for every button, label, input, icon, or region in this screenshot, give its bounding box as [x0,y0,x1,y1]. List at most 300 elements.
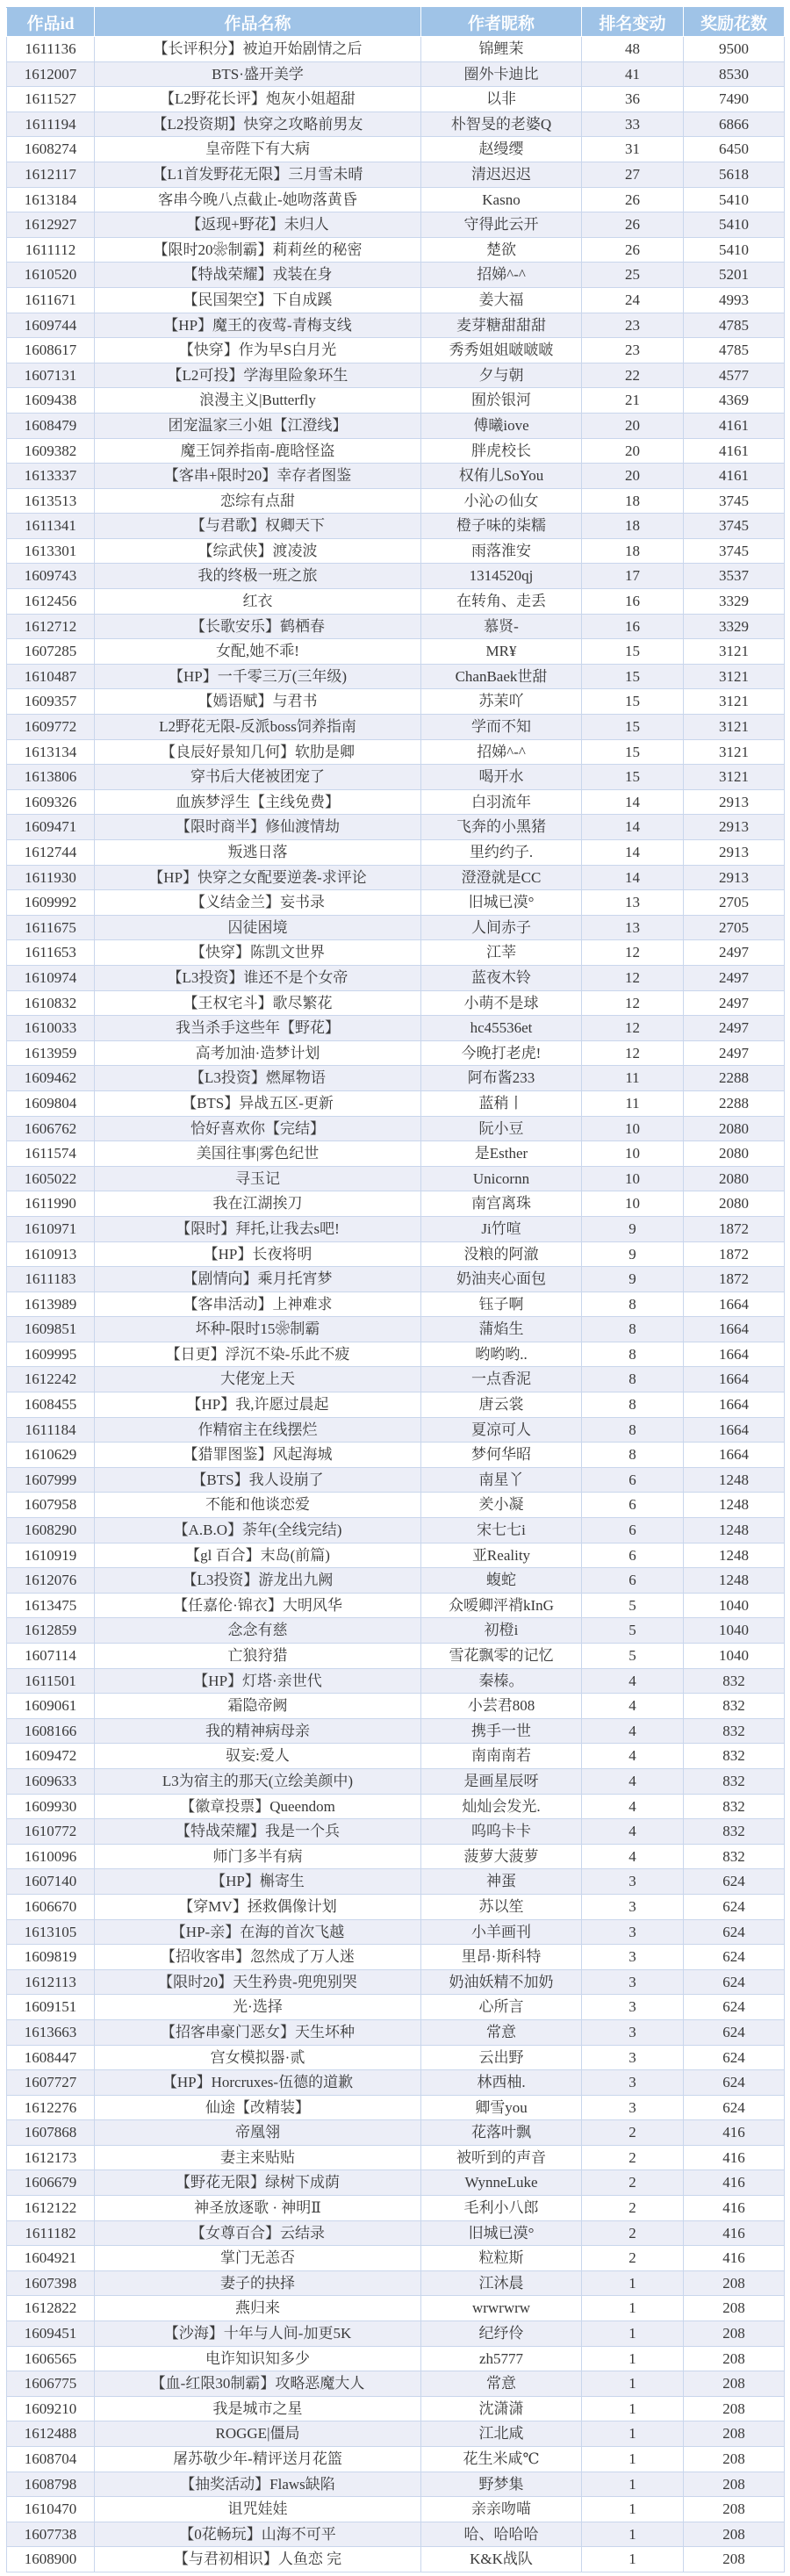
cell-rank-change: 2 [582,2246,684,2271]
cell-work-name: 【血-红限30制霸】攻略恶魔大人 [95,2371,421,2397]
cell-reward-flowers: 3745 [684,488,785,514]
cell-rank-change: 1 [582,2497,684,2522]
cell-reward-flowers: 2080 [684,1191,785,1217]
cell-author-nickname: 云出野 [421,2045,582,2070]
table-row [7,1568,785,1594]
cell-author-nickname: 一点香泥 [421,1367,582,1392]
cell-rank-change: 26 [582,237,684,263]
cell-work-name: 【与君初相识】人鱼恋 完 [95,2547,421,2572]
table-row [7,363,785,388]
cell-work-name: 【HP】Horcruxes-伍德的道歉 [95,2070,421,2096]
cell-rank-change: 15 [582,715,684,740]
cell-author-nickname: MR¥ [421,639,582,665]
cell-reward-flowers: 3329 [684,589,785,615]
table-row [7,438,785,464]
cell-work-name: ROGGE|僵局 [95,2421,421,2447]
cell-work-name: 寻玉记 [95,1166,421,1191]
cell-rank-change: 1 [582,2396,684,2421]
cell-reward-flowers: 624 [684,1869,785,1895]
cell-work-name: 【限时20】天生矜贵-兜兜别哭 [95,1969,421,1995]
table-row [7,1618,785,1644]
table-row [7,87,785,112]
cell-rank-change: 20 [582,413,684,438]
cell-work-name: 浪漫主义|Butterfly [95,388,421,414]
cell-author-nickname: 蝮蛇 [421,1568,582,1594]
cell-work-id: 1611671 [7,287,95,313]
table-row [7,112,785,137]
cell-reward-flowers: 208 [684,2497,785,2522]
cell-work-id: 1610520 [7,263,95,288]
cell-work-id: 1613663 [7,2019,95,2045]
cell-rank-change: 23 [582,338,684,363]
table-row [7,2120,785,2146]
cell-author-nickname: 是画星辰呀 [421,1768,582,1794]
cell-rank-change: 1 [582,2522,684,2547]
cell-author-nickname: 毛利小八郎 [421,2196,582,2221]
cell-author-nickname: 哟哟哟.. [421,1342,582,1367]
cell-rank-change: 3 [582,2045,684,2070]
cell-reward-flowers: 2080 [684,1116,785,1141]
cell-rank-change: 15 [582,664,684,689]
cell-work-name: 【野花无限】绿树下成荫 [95,2170,421,2196]
cell-work-id: 1613301 [7,538,95,564]
cell-author-nickname: 旧城已漠° [421,2220,582,2246]
cell-work-id: 1610971 [7,1216,95,1241]
cell-work-name: 【特战荣耀】戎装在身 [95,263,421,288]
cell-rank-change: 8 [582,1367,684,1392]
table-row [7,1342,785,1367]
cell-rank-change: 15 [582,639,684,665]
cell-work-name: 【HP】魔王的夜莺-青梅支线 [95,313,421,338]
cell-author-nickname: 清迟迟迟 [421,162,582,187]
cell-reward-flowers: 4161 [684,438,785,464]
cell-author-nickname: hc45536et [421,1016,582,1041]
table-row [7,2296,785,2321]
cell-work-id: 1611112 [7,237,95,263]
cell-author-nickname: 小沁の仙女 [421,488,582,514]
cell-reward-flowers: 1664 [684,1367,785,1392]
cell-author-nickname: 赵缦缨 [421,137,582,162]
cell-work-id: 1610629 [7,1443,95,1468]
cell-author-nickname: 粒粒斯 [421,2246,582,2271]
cell-rank-change: 12 [582,940,684,966]
cell-reward-flowers: 1248 [684,1568,785,1594]
cell-rank-change: 23 [582,313,684,338]
cell-rank-change: 20 [582,438,684,464]
table-row [7,815,785,840]
cell-work-name: 【限时商半】修仙渡情劫 [95,815,421,840]
cell-work-name: 【L2投资期】快穿之攻略前男友 [95,112,421,137]
cell-author-nickname: 里约约子. [421,840,582,866]
cell-work-id: 1609151 [7,1995,95,2020]
cell-reward-flowers: 416 [684,2145,785,2170]
cell-work-id: 1613184 [7,187,95,212]
table-row [7,1869,785,1895]
cell-work-name: 【HP】长夜将明 [95,1241,421,1267]
table-row [7,1066,785,1091]
cell-author-nickname: 奶油夹心面包 [421,1267,582,1292]
cell-author-nickname: 傅曦iove [421,413,582,438]
table-row [7,1417,785,1443]
cell-work-name: 【穿MV】拯救偶像计划 [95,1894,421,1919]
cell-rank-change: 18 [582,514,684,539]
cell-work-id: 1611184 [7,1417,95,1443]
cell-work-id: 1609326 [7,789,95,815]
cell-rank-change: 14 [582,865,684,890]
cell-rank-change: 22 [582,363,684,388]
cell-work-name: 【特战荣耀】我是一个兵 [95,1819,421,1845]
cell-work-name: 【L3投资】谁还不是个女帝 [95,965,421,990]
cell-rank-change: 3 [582,1945,684,1970]
cell-reward-flowers: 8530 [684,61,785,87]
cell-work-id: 1612122 [7,2196,95,2221]
table-row [7,1794,785,1819]
table-row [7,1644,785,1669]
table-row [7,1191,785,1217]
table-row [7,187,785,212]
cell-work-name: 叛逃日落 [95,840,421,866]
cell-work-id: 1611675 [7,915,95,940]
cell-work-name: 魔王饲养指南-鹿晗怪盗 [95,438,421,464]
cell-work-id: 1609744 [7,313,95,338]
cell-author-nickname: 江沐晨 [421,2270,582,2296]
cell-author-nickname: wrwrwrw [421,2296,582,2321]
cell-work-id: 1612117 [7,162,95,187]
cell-reward-flowers: 5410 [684,237,785,263]
table-row [7,1267,785,1292]
cell-reward-flowers: 624 [684,1919,785,1945]
cell-work-id: 1609357 [7,689,95,715]
cell-rank-change: 4 [582,1768,684,1794]
cell-reward-flowers: 208 [684,2371,785,2397]
cell-work-name: 【HP】一千零三万(三年级) [95,664,421,689]
cell-author-nickname: 林西柚. [421,2070,582,2096]
cell-rank-change: 3 [582,2070,684,2096]
cell-work-name: 【返现+野花】未归人 [95,212,421,238]
cell-reward-flowers: 3121 [684,765,785,790]
table-row [7,61,785,87]
cell-rank-change: 3 [582,2019,684,2045]
cell-author-nickname: 钰子啊 [421,1292,582,1317]
cell-rank-change: 1 [582,2421,684,2447]
cell-author-nickname: 众嗳卿泙禙kInG [421,1593,582,1618]
cell-rank-change: 5 [582,1618,684,1644]
table-row [7,564,785,589]
cell-rank-change: 24 [582,287,684,313]
cell-rank-change: 12 [582,965,684,990]
cell-reward-flowers: 1040 [684,1618,785,1644]
cell-work-id: 1608479 [7,413,95,438]
cell-author-nickname: 蓝稍丨 [421,1090,582,1116]
cell-work-name: 【剧情向】乘月托宵梦 [95,1267,421,1292]
cell-author-nickname: 阿布酱233 [421,1066,582,1091]
cell-work-id: 1608447 [7,2045,95,2070]
cell-work-id: 1611341 [7,514,95,539]
cell-work-name: 我是城市之星 [95,2396,421,2421]
cell-rank-change: 10 [582,1141,684,1167]
cell-reward-flowers: 5201 [684,263,785,288]
cell-author-nickname: WynneLuke [421,2170,582,2196]
cell-rank-change: 1 [582,2472,684,2497]
cell-reward-flowers: 2497 [684,1016,785,1041]
cell-reward-flowers: 208 [684,2346,785,2371]
cell-rank-change: 4 [582,1844,684,1869]
table-row [7,514,785,539]
cell-reward-flowers: 2080 [684,1141,785,1167]
cell-work-id: 1607738 [7,2522,95,2547]
cell-rank-change: 12 [582,1016,684,1041]
table-row [7,1819,785,1845]
cell-reward-flowers: 208 [684,2421,785,2447]
cell-work-name: 【BTS】异战五区-更新 [95,1090,421,1116]
cell-reward-flowers: 5618 [684,162,785,187]
table-row [7,1744,785,1769]
table-row [7,2145,785,2170]
cell-reward-flowers: 1664 [684,1317,785,1342]
cell-author-nickname: 今晚打老虎! [421,1040,582,1066]
cell-author-nickname: 卿雪you [421,2095,582,2120]
table-row [7,1467,785,1493]
cell-reward-flowers: 208 [684,2296,785,2321]
cell-work-name: 【限时】拜托,让我去s吧! [95,1216,421,1241]
cell-work-name: 宫女模拟器·贰 [95,2045,421,2070]
cell-reward-flowers: 4369 [684,388,785,414]
cell-rank-change: 3 [582,1869,684,1895]
cell-reward-flowers: 208 [684,2270,785,2296]
cell-reward-flowers: 6866 [684,112,785,137]
cell-author-nickname: 蒲焰生 [421,1317,582,1342]
cell-reward-flowers: 4161 [684,464,785,489]
cell-work-name: 红衣 [95,589,421,615]
table-row [7,1518,785,1543]
cell-rank-change: 2 [582,2120,684,2146]
cell-work-name: 我的终极一班之旅 [95,564,421,589]
cell-rank-change: 18 [582,488,684,514]
cell-reward-flowers: 416 [684,2220,785,2246]
cell-author-nickname: 锦鲤茉 [421,37,582,62]
cell-rank-change: 5 [582,1644,684,1669]
table-row [7,614,785,639]
table-row [7,413,785,438]
cell-rank-change: 16 [582,614,684,639]
cell-work-name: 燕归来 [95,2296,421,2321]
cell-work-name: 【客串活动】上神难求 [95,1292,421,1317]
table-row [7,338,785,363]
cell-work-id: 1613959 [7,1040,95,1066]
cell-reward-flowers: 624 [684,2095,785,2120]
table-row [7,1116,785,1141]
cell-work-name: 皇帝陛下有大病 [95,137,421,162]
table-row [7,2447,785,2472]
cell-work-id: 1609451 [7,2321,95,2347]
cell-rank-change: 6 [582,1493,684,1518]
cell-work-name: 【沙海】十年与人间-加更5K [95,2321,421,2347]
table-row [7,2421,785,2447]
cell-author-nickname: 纪纾伶 [421,2321,582,2347]
cell-work-name: 光·选择 [95,1995,421,2020]
table-row [7,2371,785,2397]
table-row [7,2270,785,2296]
cell-work-id: 1611194 [7,112,95,137]
cell-work-id: 1612744 [7,840,95,866]
cell-rank-change: 8 [582,1443,684,1468]
cell-work-name: 我的精神病母亲 [95,1718,421,1744]
table-row [7,464,785,489]
cell-author-nickname: 江北咸 [421,2421,582,2447]
cell-rank-change: 2 [582,2196,684,2221]
cell-work-id: 1609438 [7,388,95,414]
cell-rank-change: 14 [582,789,684,815]
cell-author-nickname: 以非 [421,87,582,112]
cell-work-id: 1612276 [7,2095,95,2120]
table-row [7,2196,785,2221]
cell-rank-change: 8 [582,1292,684,1317]
cell-reward-flowers: 208 [684,2321,785,2347]
cell-work-name: 团宠温家三小姐【江澄线】 [95,413,421,438]
cell-work-id: 1613513 [7,488,95,514]
cell-author-nickname: K&K战队 [421,2547,582,2572]
cell-author-nickname: 旧城已漠° [421,890,582,916]
cell-rank-change: 33 [582,112,684,137]
table-row [7,1367,785,1392]
cell-rank-change: 2 [582,2145,684,2170]
cell-reward-flowers: 624 [684,2019,785,2045]
cell-work-name: 【快穿】作为早S白月光 [95,338,421,363]
cell-author-nickname: 学而不知 [421,715,582,740]
cell-work-id: 1613134 [7,739,95,765]
cell-author-nickname: 初橙i [421,1618,582,1644]
cell-work-name: 【女尊百合】云结录 [95,2220,421,2246]
cell-author-nickname: 雪花飘零的记忆 [421,1644,582,1669]
cell-reward-flowers: 1872 [684,1216,785,1241]
cell-author-nickname: 沈潇潇 [421,2396,582,2421]
table-row [7,890,785,916]
cell-rank-change: 2 [582,2220,684,2246]
cell-rank-change: 6 [582,1543,684,1568]
cell-rank-change: 14 [582,815,684,840]
cell-rank-change: 6 [582,1568,684,1594]
cell-work-id: 1609992 [7,890,95,916]
cell-work-id: 1606679 [7,2170,95,2196]
table-row [7,2522,785,2547]
cell-rank-change: 1 [582,2447,684,2472]
table-row [7,1292,785,1317]
table-row [7,1016,785,1041]
cell-work-id: 1609382 [7,438,95,464]
table-row [7,1768,785,1794]
cell-rank-change: 4 [582,1744,684,1769]
cell-work-name: 【HP】灯塔·亲世代 [95,1668,421,1694]
cell-reward-flowers: 2913 [684,815,785,840]
cell-reward-flowers: 624 [684,2070,785,2096]
cell-work-id: 1609471 [7,815,95,840]
cell-work-name: 【HP】槲寄生 [95,1869,421,1895]
table-row [7,488,785,514]
table-row [7,2497,785,2522]
table-row [7,2396,785,2421]
cell-work-id: 1609472 [7,1744,95,1769]
cell-work-id: 1611136 [7,37,95,62]
cell-work-id: 1613989 [7,1292,95,1317]
cell-rank-change: 1 [582,2371,684,2397]
table-row [7,2547,785,2572]
cell-reward-flowers: 1248 [684,1467,785,1493]
cell-rank-change: 16 [582,589,684,615]
cell-author-nickname: 神蛋 [421,1869,582,1895]
cell-reward-flowers: 1248 [684,1518,785,1543]
cell-work-id: 1612488 [7,2421,95,2447]
cell-work-name: 掌门无恙否 [95,2246,421,2271]
cell-rank-change: 8 [582,1317,684,1342]
cell-work-name: 帝凰翎 [95,2120,421,2146]
cell-rank-change: 4 [582,1819,684,1845]
cell-reward-flowers: 1664 [684,1392,785,1418]
table-row [7,1392,785,1418]
cell-author-nickname: 胖虎校长 [421,438,582,464]
table-row [7,137,785,162]
table-row [7,2346,785,2371]
cell-work-name: 【嫣语赋】与君书 [95,689,421,715]
cell-work-id: 1608900 [7,2547,95,2572]
cell-author-nickname: 羑小凝 [421,1493,582,1518]
cell-author-nickname: 澄澄就是CC [421,865,582,890]
cell-work-name: 【与君歌】权卿天下 [95,514,421,539]
table-row [7,1241,785,1267]
cell-reward-flowers: 4577 [684,363,785,388]
cell-work-name: 女配,她不乖! [95,639,421,665]
cell-rank-change: 4 [582,1668,684,1694]
cell-author-nickname: 携手一世 [421,1718,582,1744]
cell-work-id: 1613337 [7,464,95,489]
cell-author-nickname: 里昂·斯科特 [421,1945,582,1970]
cell-work-id: 1612076 [7,1568,95,1594]
cell-work-name: 坏种-限时15❀制霸 [95,1317,421,1342]
cell-work-name: 妻主来贴贴 [95,2145,421,2170]
cell-author-nickname: 麦芽糖甜甜甜 [421,313,582,338]
cell-work-name: 【招客串豪门恶女】天生坏种 [95,2019,421,2045]
table-body [7,37,785,2572]
cell-work-id: 1610772 [7,1819,95,1845]
cell-rank-change: 3 [582,1995,684,2020]
cell-work-name: 大佬宠上天 [95,1367,421,1392]
cell-reward-flowers: 416 [684,2246,785,2271]
cell-work-id: 1609462 [7,1066,95,1091]
cell-author-nickname: 慕贤- [421,614,582,639]
table-row [7,2095,785,2120]
cell-work-id: 1607398 [7,2270,95,2296]
cell-work-id: 1609930 [7,1794,95,1819]
cell-reward-flowers: 1872 [684,1241,785,1267]
cell-work-id: 1610913 [7,1241,95,1267]
cell-rank-change: 15 [582,739,684,765]
table-row [7,2170,785,2196]
cell-reward-flowers: 2705 [684,915,785,940]
cell-work-name: 穿书后大佬被团宠了 [95,765,421,790]
cell-work-name: 【限时20❀制霸】莉莉丝的秘密 [95,237,421,263]
cell-work-id: 1608704 [7,2447,95,2472]
cell-work-id: 1607727 [7,2070,95,2096]
table-row [7,1166,785,1191]
cell-reward-flowers: 832 [684,1819,785,1845]
cell-work-id: 1607958 [7,1493,95,1518]
cell-author-nickname: 人间赤子 [421,915,582,940]
cell-work-id: 1607285 [7,639,95,665]
cell-work-name: 【L3投资】燃犀物语 [95,1066,421,1091]
cell-work-id: 1611574 [7,1141,95,1167]
cell-rank-change: 6 [582,1518,684,1543]
cell-reward-flowers: 624 [684,1969,785,1995]
cell-rank-change: 14 [582,840,684,866]
